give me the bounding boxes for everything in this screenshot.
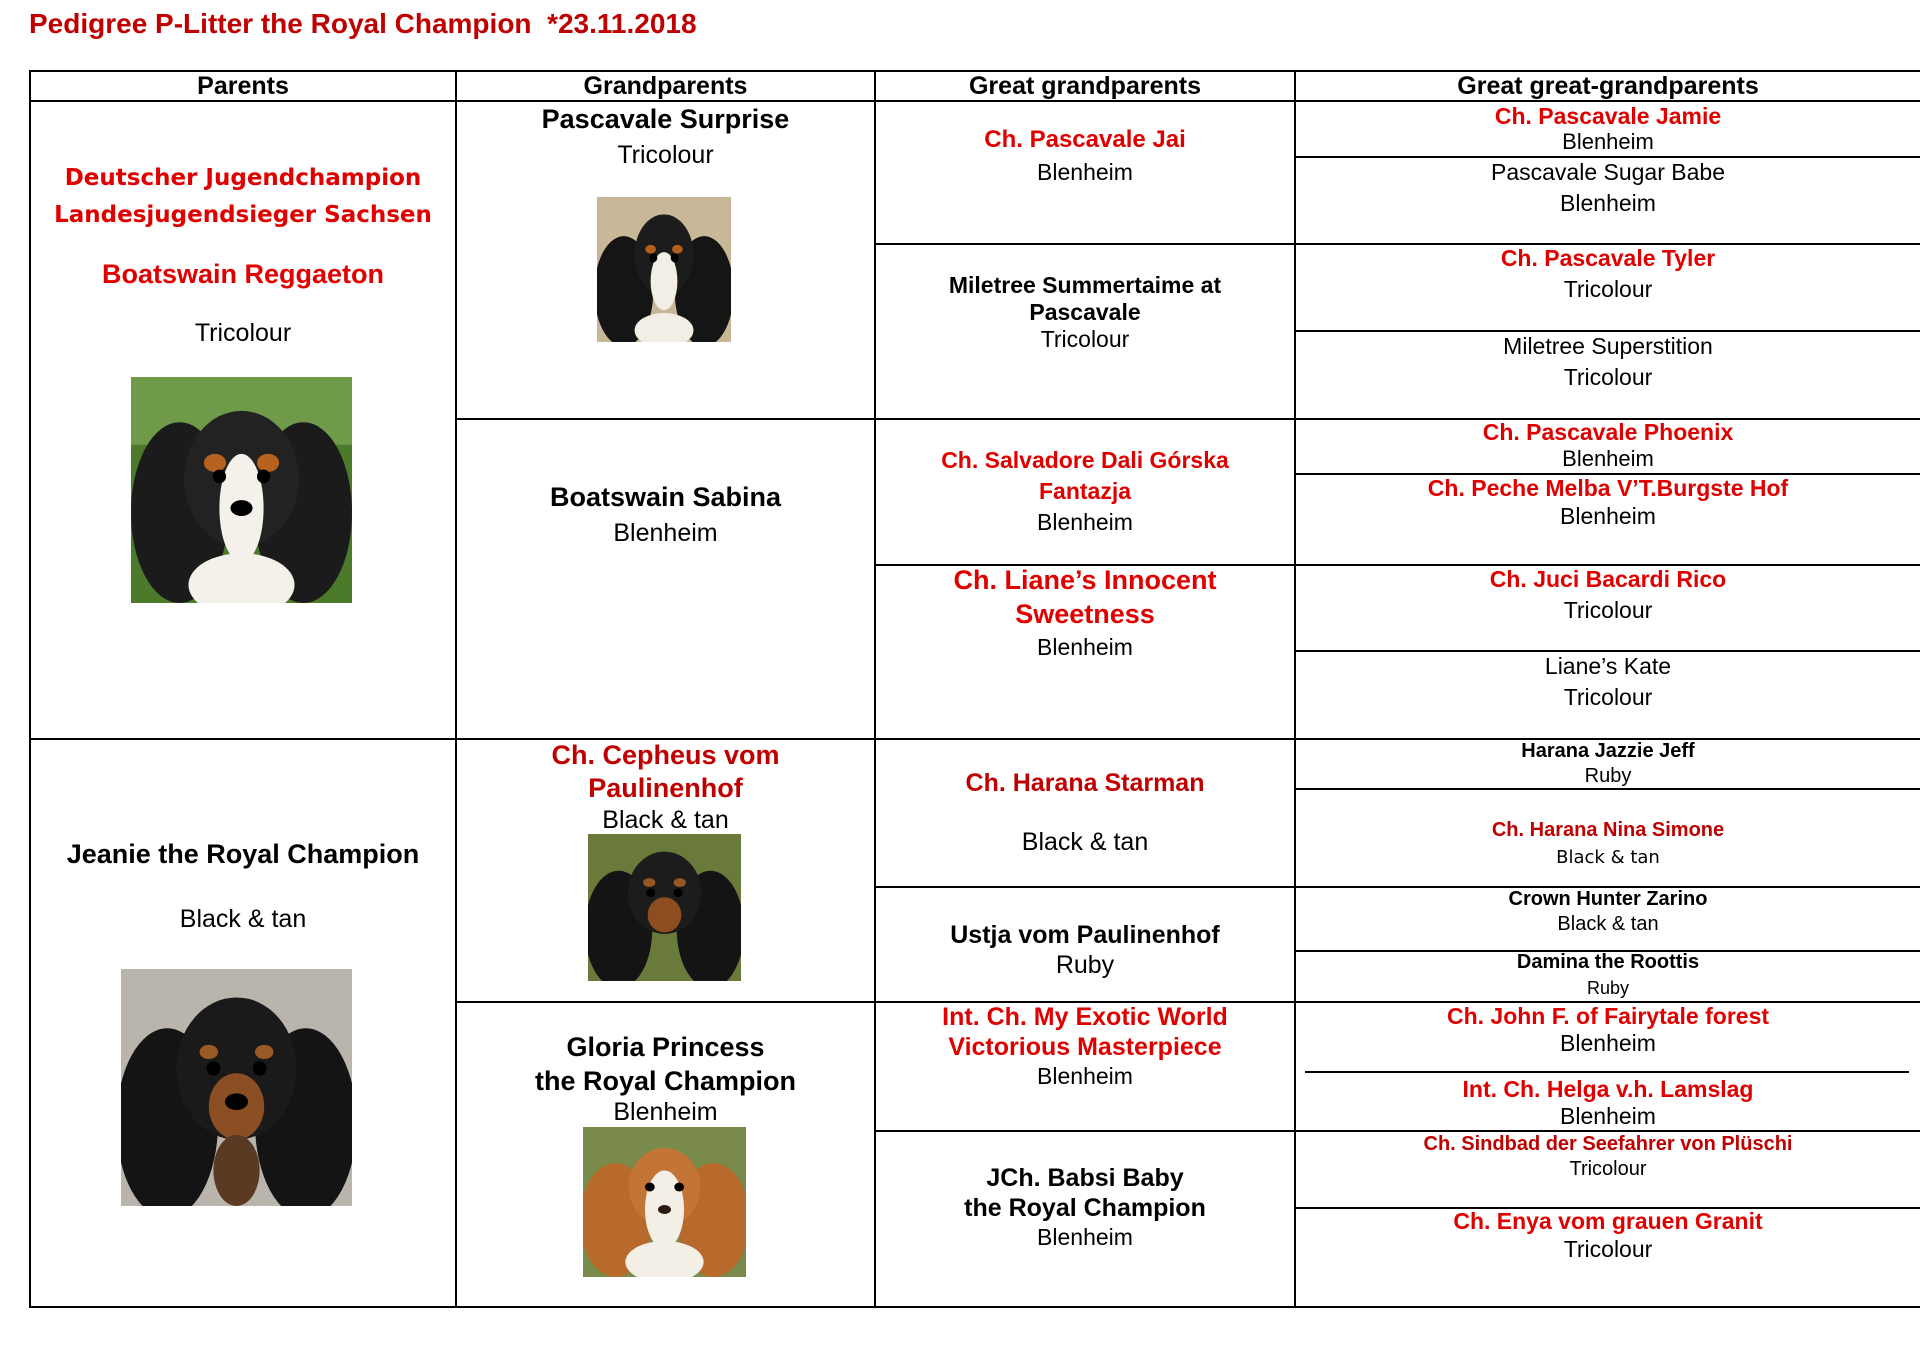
ggp-ssd-name-2: Pascavale [1029,298,1141,325]
ggp-ddd-name-2: the Royal Champion [964,1193,1206,1222]
ggp-dsd-name: Ustja vom Paulinenhof [950,920,1220,949]
gggp-11-color: Ruby [1586,977,1630,998]
gggp-7-color: Tricolour [1563,683,1653,710]
sire-title-2: Landesjugendsieger Sachsen [54,202,432,228]
gggp-6-color: Tricolour [1563,596,1653,623]
gggp-1-color: Blenheim [1560,189,1656,216]
ggp-sdd-color: Blenheim [1037,633,1133,660]
gggp-11-name: Damina the Roottis [1516,950,1700,973]
gggp-divider-13 [1305,1071,1909,1073]
ggp-sds-color: Blenheim [1037,508,1133,535]
ggp-dss-name: Ch. Harana Starman [965,768,1205,797]
ggp-sdd-name-2: Sweetness [1015,598,1155,629]
dam-name: Jeanie the Royal Champion [66,838,420,869]
grandparent-ss-photo [597,197,731,342]
ggp-ssd-name-1: Miletree Summertaime at [948,271,1222,298]
sire-color: Tricolour [194,318,292,347]
gggp-1-name: Pascavale Sugar Babe [1491,158,1725,185]
gggp-3-name: Miletree Superstition [1503,332,1713,359]
gggp-5-name: Ch. Peche Melba V’T.Burgste Hof [1427,474,1789,501]
ggp-sss-name: Ch. Pascavale Jai [984,126,1186,153]
gggp-8-color: Ruby [1584,764,1632,787]
grandparent-ss-name: Pascavale Surprise [541,103,790,134]
grandparent-dd-color: Blenheim [613,1097,718,1126]
gggp-10-name: Crown Hunter Zarino [1508,887,1708,910]
ggp-sdd-name-1: Ch. Liane’s Innocent [953,564,1217,595]
header-parents: Parents [197,71,289,100]
gggp-2-color: Tricolour [1563,275,1653,302]
grandparent-dd-name-2: the Royal Champion [534,1065,797,1096]
gggp-13-color: Blenheim [1560,1102,1656,1129]
gggp-0-color: Blenheim [1562,129,1654,154]
gggp-6-name: Ch. Juci Bacardi Rico [1489,565,1727,592]
ggp-ddd-name-1: JCh. Babsi Baby [986,1163,1184,1192]
ggp-dds-name-2: Victorious Masterpiece [948,1032,1222,1061]
gggp-divider-9 [1294,788,1920,790]
grandparent-sd-name: Boatswain Sabina [549,481,782,512]
sire-photo [131,377,352,603]
gggp-8-name: Harana Jazzie Jeff [1521,739,1695,762]
table-bottom-border [29,1306,1920,1308]
header-great-great-grandparents: Great great-grandparents [1457,71,1759,100]
ggp-ddd-color: Blenheim [1037,1223,1133,1250]
grandparent-ss-color: Tricolour [617,140,714,169]
grandparent-dd-name-1: Gloria Princess [566,1031,765,1062]
gggp-0-name: Ch. Pascavale Jamie [1494,102,1722,129]
ggp-dss-color: Black & tan [1021,827,1149,856]
gggp-14-color: Tricolour [1569,1157,1647,1180]
ggp-dds-color: Blenheim [1037,1062,1133,1089]
dam-photo [121,969,352,1206]
gggp-2-name: Ch. Pascavale Tyler [1500,244,1716,271]
grandparent-ds-name-1: Ch. Cepheus vom [551,739,780,770]
gggp-14-name: Ch. Sindbad der Seefahrer von Plüschi [1423,1132,1793,1155]
header-great-grandparents: Great grandparents [968,71,1201,100]
gggp-15-color: Tricolour [1563,1235,1653,1262]
ggp-sds-name-1: Ch. Salvadore Dali Górska [941,446,1229,473]
gggp-13-name: Int. Ch. Helga v.h. Lamslag [1462,1075,1754,1102]
gggp-12-color: Blenheim [1560,1029,1656,1056]
gggp-3-color: Tricolour [1563,363,1653,390]
header-grandparents: Grandparents [583,71,748,100]
grandparent-sd-color: Blenheim [613,518,718,547]
ggp-dds-name-1: Int. Ch. My Exotic World [942,1002,1228,1031]
gggp-9-color: Black & tan [1556,846,1660,868]
ggp-ssd-color: Tricolour [1040,325,1130,352]
col-divider-2 [874,70,876,1308]
sire-name: Boatswain Reggaeton [101,258,385,289]
gggp-15-name: Ch. Enya vom grauen Granit [1453,1207,1763,1234]
grandparent-dd-photo [583,1127,746,1277]
gggp-7-name: Liane’s Kate [1544,652,1672,679]
gggp-4-name: Ch. Pascavale Phoenix [1482,418,1734,445]
ggp-dsd-color: Ruby [1055,950,1115,979]
ggp-sds-name-2: Fantazja [1038,477,1132,504]
grandparent-ds-name-2: Paulinenhof [588,772,743,803]
ggp-sss-color: Blenheim [1037,158,1133,185]
sire-title-1: Deutscher Jugendchampion [64,165,422,191]
gggp-12-name: Ch. John F. of Fairytale forest [1446,1002,1770,1029]
dam-color: Black & tan [179,904,307,933]
gggp-9-name: Ch. Harana Nina Simone [1491,818,1725,841]
page-title: Pedigree P-Litter the Royal Champion *23.11.2018 [29,8,697,39]
grandparent-ds-photo [588,834,741,981]
gggp-4-color: Blenheim [1562,446,1654,471]
grandparent-ds-color: Black & tan [602,805,729,834]
gggp-5-color: Blenheim [1560,502,1656,529]
gggp-10-color: Black & tan [1557,912,1659,935]
